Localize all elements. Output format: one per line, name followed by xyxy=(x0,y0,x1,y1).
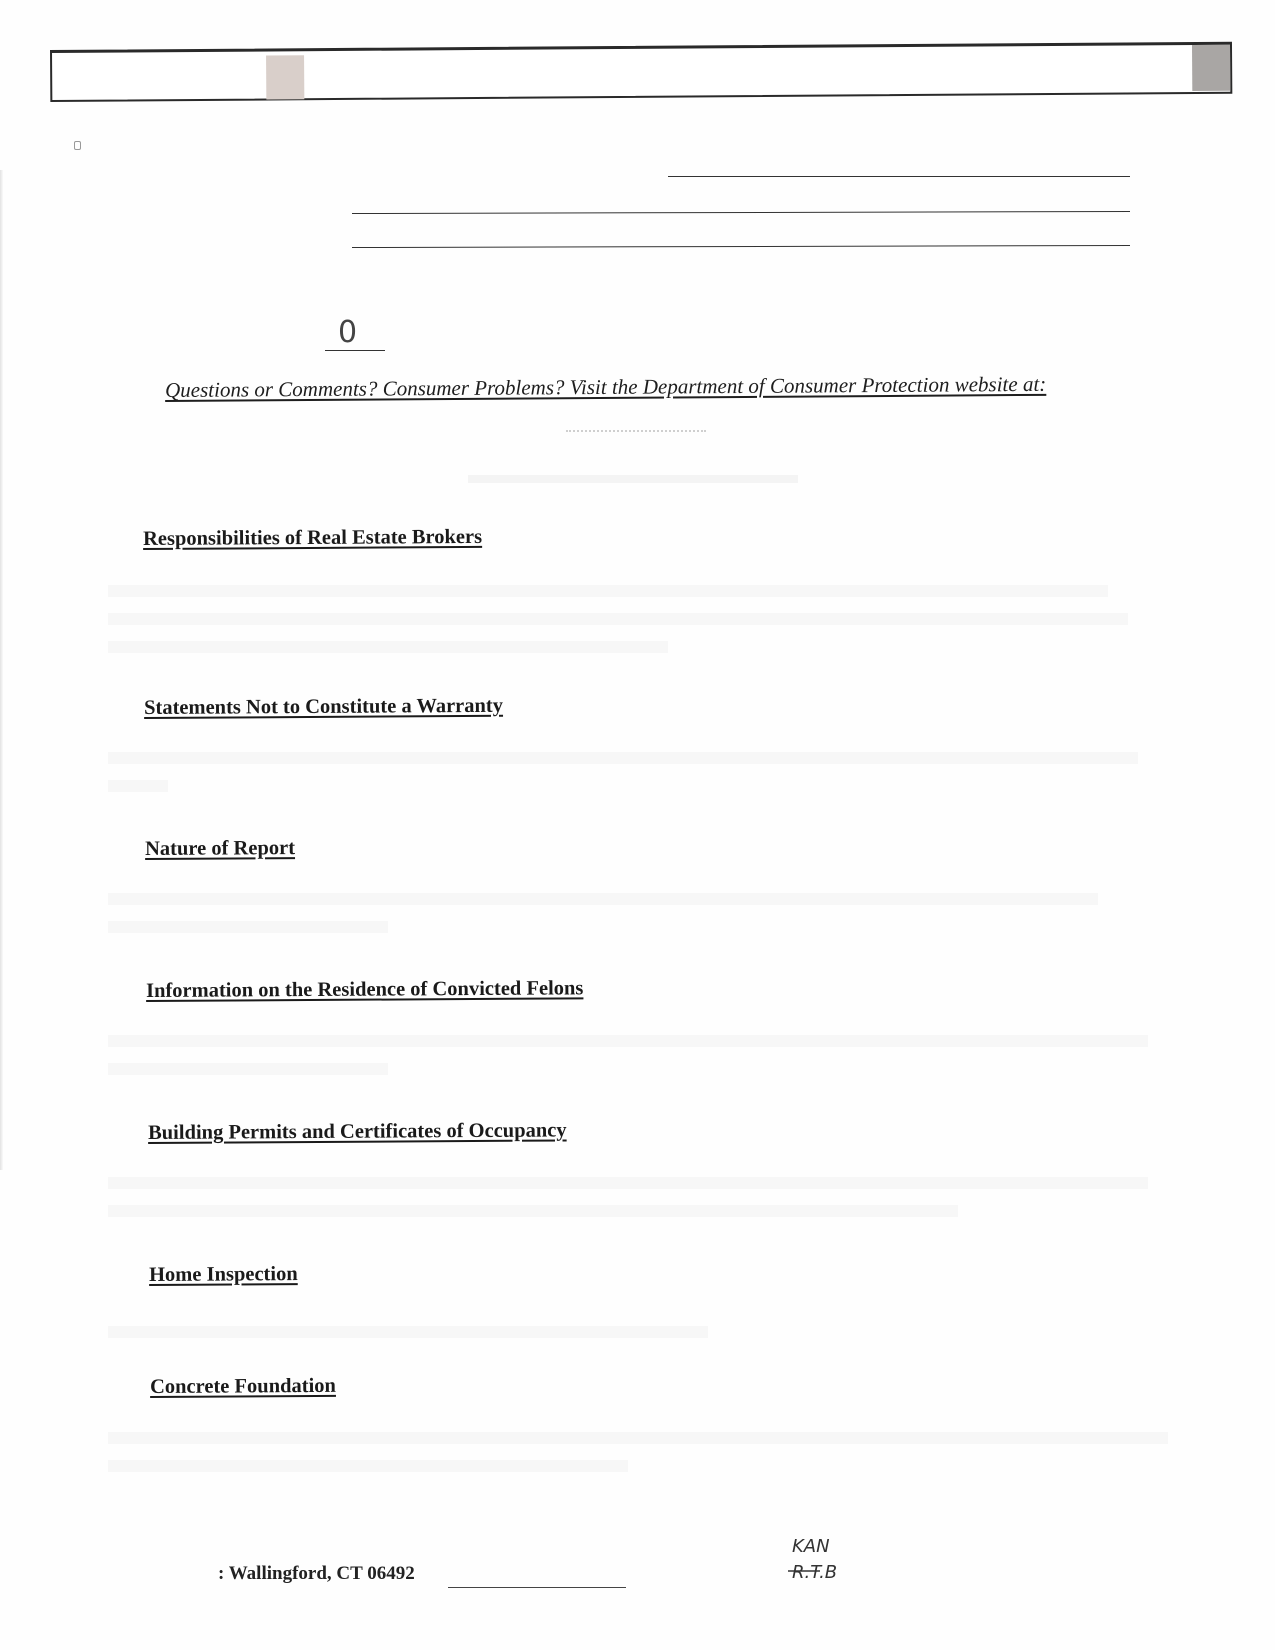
section-heading: Nature of Report xyxy=(145,837,296,860)
section-heading: Home Inspection xyxy=(149,1263,298,1286)
handwritten-initials xyxy=(786,1530,846,1590)
section-heading: Information on the Residence of Convicted Felons xyxy=(146,977,584,1002)
section-heading: Concrete Foundation xyxy=(150,1374,336,1398)
handwritten-value-line xyxy=(325,350,385,351)
faded-paragraph xyxy=(108,780,168,792)
faded-paragraph xyxy=(108,641,668,653)
section-heading: Building Permits and Certificates of Occupancy xyxy=(148,1119,567,1144)
faded-paragraph xyxy=(108,1177,1148,1189)
faded-paragraph xyxy=(108,1035,1148,1047)
blank-line-1 xyxy=(668,176,1130,177)
address-underline xyxy=(448,1587,626,1588)
faded-paragraph xyxy=(108,1460,628,1472)
handwritten-value: 0 xyxy=(338,315,358,350)
section-heading: Statements Not to Constitute a Warranty xyxy=(144,694,504,719)
faded-paragraph xyxy=(108,1326,708,1338)
blank-line-2 xyxy=(352,211,1130,214)
header-shaded-tab xyxy=(266,55,304,99)
faded-paragraph xyxy=(108,1205,958,1217)
initials-top: KAN xyxy=(792,1536,830,1557)
blank-line-3 xyxy=(352,245,1130,248)
faded-paragraph xyxy=(108,1432,1168,1444)
faded-paragraph xyxy=(108,893,1098,905)
checkbox[interactable] xyxy=(74,141,81,150)
faded-paragraph xyxy=(108,585,1108,597)
faded-paragraph xyxy=(108,613,1128,625)
scan-edge-shadow xyxy=(0,170,3,1170)
section-heading: Responsibilities of Real Estate Brokers xyxy=(143,525,483,550)
dcp-notice: Questions or Comments? Consumer Problems? Visit the Department of Consumer Protection website at: xyxy=(165,371,1047,402)
header-shaded-end xyxy=(1192,45,1230,91)
form-header-bar xyxy=(50,42,1232,102)
property-address: : Wallingford, CT 06492 xyxy=(218,1563,415,1584)
faded-heading xyxy=(468,475,798,483)
dcp-website-link[interactable] xyxy=(566,420,706,432)
faded-paragraph xyxy=(108,921,388,933)
faded-paragraph xyxy=(108,752,1138,764)
initials-bottom: R.T.B xyxy=(792,1562,838,1583)
faded-paragraph xyxy=(108,1063,388,1075)
